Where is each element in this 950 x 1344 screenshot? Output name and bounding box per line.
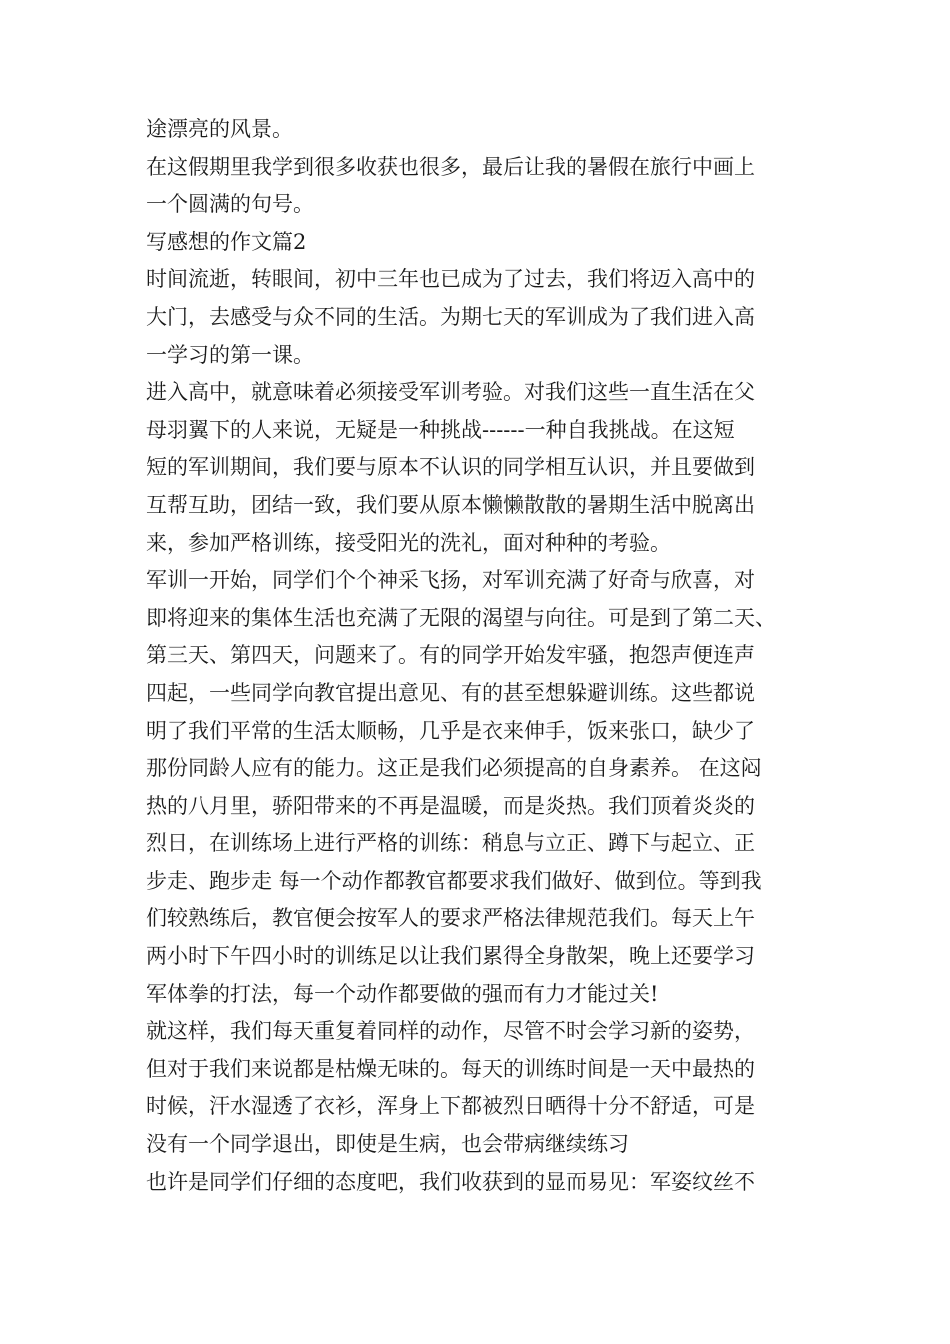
text-line: 在这假期里我学到很多收获也很多，最后让我的暑假在旅行中画上	[146, 154, 755, 179]
text-line: 两小时下午四小时的训练足以让我们累得全身散架，晚上还要学习	[146, 944, 755, 969]
text-line: 来，参加严格训练，接受阳光的洗礼，面对种种的考验。	[146, 530, 671, 555]
text-line: 时间流逝，转眼间，初中三年也已成为了过去，我们将迈入高中的	[146, 267, 755, 292]
text-line: 四起，一些同学向教官提出意见、有的甚至想躲避训练。这些都说	[146, 680, 755, 705]
text-line: 就这样，我们每天重复着同样的动作，尽管不时会学习新的姿势，	[146, 1019, 755, 1044]
text-line: 短的军训期间，我们要与原本不认识的同学相互认识，并且要做到	[146, 455, 755, 480]
text-line: 一学习的第一课。	[146, 342, 314, 367]
text-line: 没有一个同学退出，即使是生病，也会带病继续练习	[146, 1132, 629, 1157]
text-line: 们较熟练后，教官便会按军人的要求严格法律规范我们。每天上午	[146, 906, 755, 931]
text-line: 即将迎来的集体生活也充满了无限的渴望与向往。可是到了第二天、	[146, 605, 776, 630]
text-line: 步走、跑步走 每一个动作都教官都要求我们做好、做到位。等到我	[146, 868, 762, 893]
text-line: 明了我们平常的生活太顺畅，几乎是衣来伸手，饭来张口，缺少了	[146, 718, 755, 743]
text-line: 一个圆满的句号。	[146, 192, 314, 217]
essay-text	[146, 111, 816, 1201]
text-line: 进入高中，就意味着必须接受军训考验。对我们这些一直生活在父	[146, 380, 755, 405]
text-line: 也许是同学们仔细的态度吧，我们收获到的显而易见：军姿纹丝不	[146, 1169, 755, 1194]
text-line: 途漂亮的风景。	[146, 117, 293, 141]
section-heading: 写感想的作文篇2	[146, 229, 307, 254]
text-line: 但对于我们来说都是枯燥无味的。每天的训练时间是一天中最热的	[146, 1056, 755, 1081]
text-line: 军训一开始，同学们个个神采飞扬，对军训充满了好奇与欣喜，对	[146, 568, 755, 593]
text-line: 大门，去感受与众不同的生活。为期七天的军训成为了我们进入高	[146, 304, 755, 329]
text-line: 母羽翼下的人来说，无疑是一种挑战------一种自我挑战。在这短	[146, 417, 735, 442]
text-line: 热的八月里，骄阳带来的不再是温暖，而是炎热。我们顶着炎炎的	[146, 793, 755, 818]
text-line: 第三天、第四天，问题来了。有的同学开始发牢骚，抱怨声便连声	[146, 643, 755, 668]
text-line: 时候，汗水湿透了衣衫，浑身上下都被烈日晒得十分不舒适，可是	[146, 1094, 755, 1119]
text-line: 互帮互助，团结一致，我们要从原本懒懒散散的暑期生活中脱离出	[146, 492, 755, 517]
text-line: 那份同龄人应有的能力。这正是我们必须提高的自身素养。 在这闷	[146, 756, 762, 781]
text-line: 军体拳的打法，每一个动作都要做的强而有力才能过关!	[146, 981, 659, 1006]
text-line: 烈日，在训练场上进行严格的训练：稍息与立正、蹲下与起立、正	[146, 831, 755, 856]
